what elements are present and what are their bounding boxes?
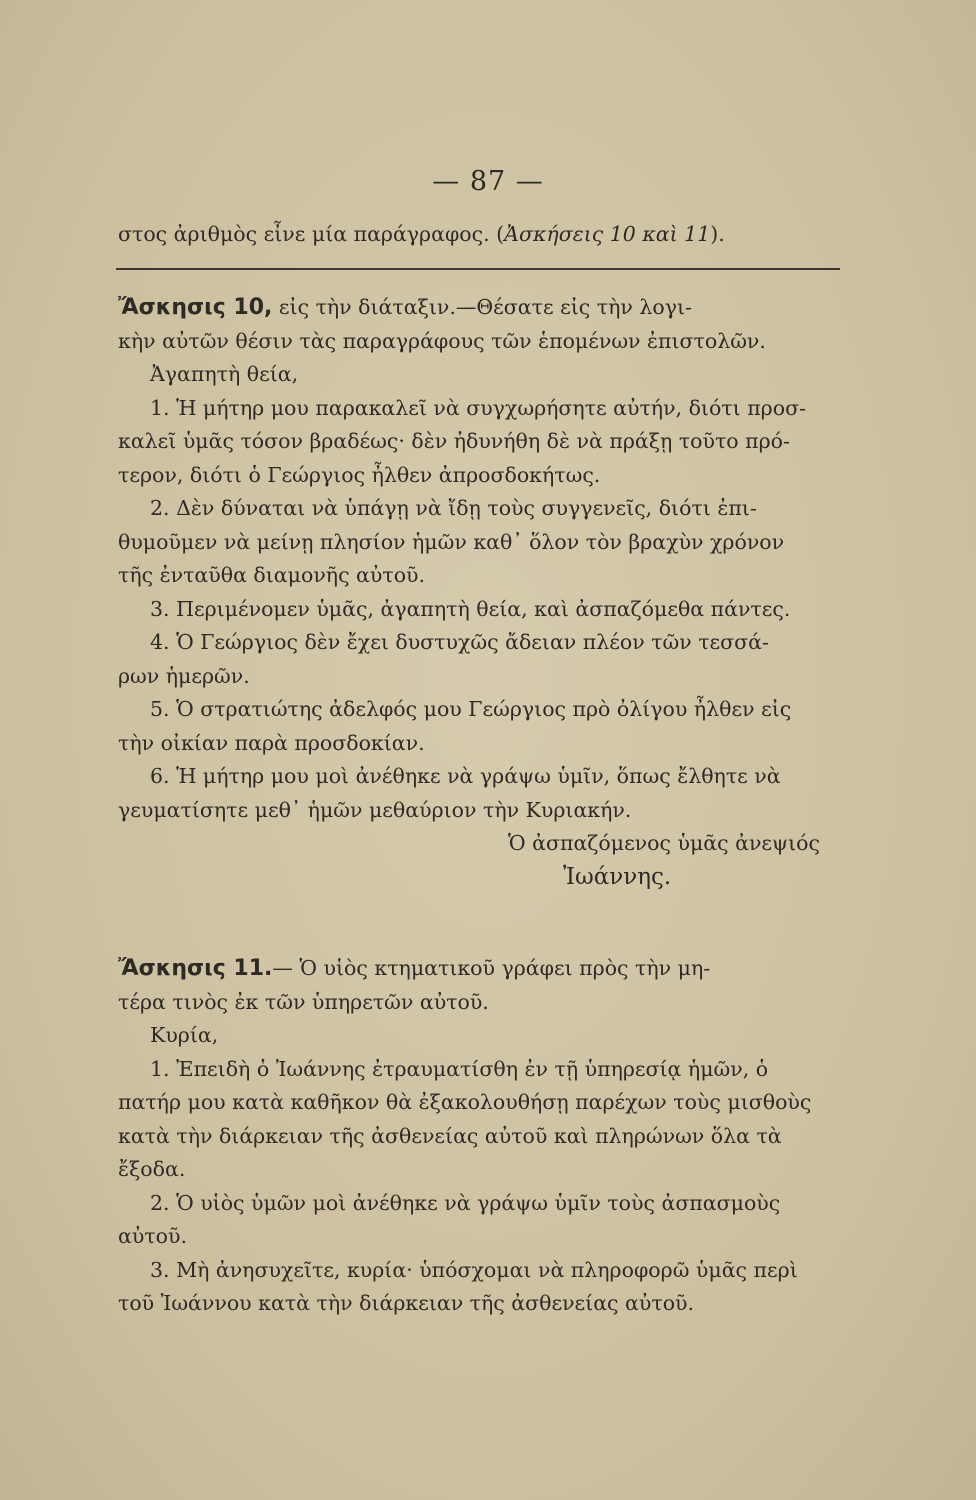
text-line: αὐτοῦ. [118, 1224, 187, 1248]
text-line: 3. Μὴ ἀνησυχεῖτε, κυρία· ὑπόσχομαι νὰ πληροφορῶ ὑμᾶς περὶ [150, 1257, 798, 1282]
exercise-11-heading-rest: — Ὁ υἱὸς κτηματικοῦ γράφει πρὸς τὴν μη- [272, 956, 711, 980]
letter-closing: Ὁ ἀσπαζόμενος ὑμᾶς ἀνεψιός [508, 831, 820, 855]
text-line: 3. Περιμένομεν ὑμᾶς, ἀγαπητὴ θεία, καὶ ἀσπαζόμεθα πάντες. [150, 596, 791, 621]
text-line: τέρα τινὸς ἐκ τῶν ὑπηρετῶν αὐτοῦ. [118, 989, 489, 1014]
exercise-11-heading-line [118, 952, 840, 986]
exercise-10-heading: Ἄσκησις 10, [118, 295, 273, 320]
text-line: πατήρ μου κατὰ καθῆκον θὰ ἐξακολουθήσῃ παρέχων τοὺς μισθοὺς [118, 1090, 812, 1114]
text-line: κατὰ τὴν διάρκειαν τῆς ἀσθενείας αὐτοῦ καὶ πληρώνων ὅλα τὰ [118, 1123, 782, 1148]
text-line: 6. Ἡ μήτηρ μου μοὶ ἀνέθηκε νὰ γράψω ὑμῖν, ὅπως ἔλθητε νὰ [150, 764, 781, 788]
exercise-10-heading-line [118, 291, 840, 325]
letter-signature: Ἰωάννης. [563, 863, 672, 890]
text-line: τοῦ Ἰωάννου κατὰ τὴν διάρκειαν τῆς ἀσθενείας αὐτοῦ. [118, 1291, 695, 1315]
text-line: θυμοῦμεν νὰ μείνῃ πλησίον ἡμῶν καθ᾿ ὅλον τὸν βραχὺν χρόνον [118, 529, 785, 554]
exercise-reference: Ἀσκήσεις 10 καὶ 11 [504, 222, 711, 246]
text-line: ρων ἡμερῶν. [118, 663, 250, 688]
text-line: 5. Ὁ στρατιώτης ἀδελφός μου Γεώργιος πρὸ ὀλίγου ἦλθεν εἰς [150, 697, 792, 721]
text-line: καλεῖ ὑμᾶς τόσον βραδέως· δὲν ἠδυνήθη δὲ νὰ πράξῃ τοῦτο πρό- [118, 429, 790, 453]
page-number: — 87 — [432, 166, 544, 197]
section-divider [116, 268, 840, 270]
exercise-10 [118, 291, 840, 894]
text-line: 2. Ὁ υἱὸς ὑμῶν μοὶ ἀνέθηκε νὰ γράψω ὑμῖν τοὺς ἀσπασμοὺς [150, 1190, 781, 1215]
text-line: τῆς ἐνταῦθα διαμονῆς αὐτοῦ. [118, 563, 426, 587]
text-line: 2. Δὲν δύναται νὰ ὑπάγῃ νὰ ἴδῃ τοὺς συγγενεῖς, διότι ἐπι- [150, 496, 757, 520]
text-line: τὴν οἰκίαν παρὰ προσδοκίαν. [118, 730, 425, 755]
reference-close: ). [710, 222, 725, 246]
text-line: 1. Ἐπειδὴ ὁ Ἰωάννης ἐτραυματίσθη ἐν τῇ ὑπηρεσίᾳ ἡμῶν, ὁ [150, 1056, 769, 1081]
exercise-11-heading: Ἄσκησις 11. [118, 956, 273, 981]
continued-text: στος ἀριθμὸς εἶνε μία παράγραφος. ( [118, 222, 505, 246]
text-line: 4. Ὁ Γεώργιος δὲν ἔχει δυστυχῶς ἄδειαν πλέον τῶν τεσσά- [150, 630, 769, 654]
exercise-11 [118, 952, 840, 1321]
letter-salutation: Κυρία, [150, 1023, 219, 1047]
exercise-10-heading-rest: εἰς τὴν διάταξιν.—Θέσατε εἰς τὴν λογι- [272, 295, 692, 319]
text-line: ἔξοδα. [118, 1157, 186, 1181]
continued-line [118, 218, 840, 252]
text-line: γευματίσητε μεθ᾿ ἡμῶν μεθαύριον τὴν Κυριακήν. [118, 797, 632, 822]
letter-salutation: Ἀγαπητὴ θεία, [150, 362, 299, 386]
text-line: τερον, διότι ὁ Γεώργιος ἦλθεν ἀπροσδοκήτως. [118, 462, 601, 487]
text-line: κὴν αὐτῶν θέσιν τὰς παραγράφους τῶν ἑπομένων ἐπιστολῶν. [118, 328, 766, 353]
text-line: 1. Ἡ μήτηρ μου παρακαλεῖ νὰ συγχωρήσητε αὐτήν, διότι προσ- [150, 395, 806, 420]
